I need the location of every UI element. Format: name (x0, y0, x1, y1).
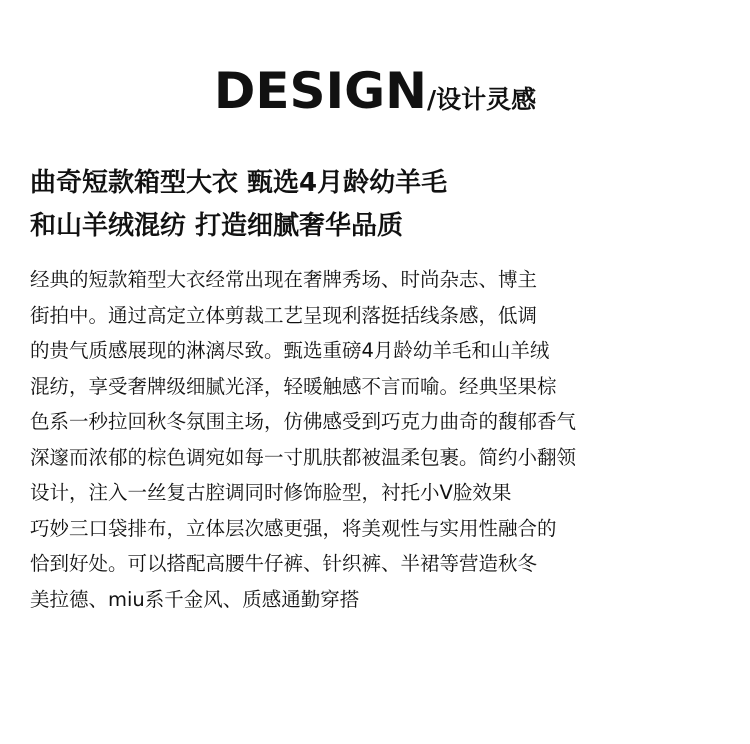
description-line: 的贵气质感展现的淋漓尽致。甄选重磅4月龄幼羊毛和山羊绒 (30, 339, 550, 362)
subtitle-line: 和山羊绒混纺 打造细腻奢华品质 (30, 211, 404, 241)
description-line: 街拍中。通过高定立体剪裁工艺呈现利落挺括线条感，低调 (30, 303, 538, 327)
description-line: 深邃而浓郁的棕色调宛如每一寸肌肤都被温柔包裹。简约小翻领 (30, 445, 577, 469)
design-heading (0, 62, 750, 120)
description-line: 经典的短款箱型大衣经常出现在奢牌秀场、时尚杂志、博主 (30, 268, 538, 291)
description-line: 混纺，享受奢牌级细腻光泽，轻暖触感不言而喻。经典坚果棕 (30, 374, 557, 398)
description-line: 设计，注入一丝复古腔调同时修饰脸型，衬托小V脸效果 (30, 481, 512, 504)
product-subtitle (30, 162, 730, 248)
description-line: 美拉德、miu系千金风、质感通勤穿搭 (30, 587, 360, 611)
description-line: 恰到好处。可以搭配高腰牛仔裤、针织裤、半裙等营造秋冬 (30, 552, 538, 575)
subtitle-line: 曲奇短款箱型大衣 甄选4月龄幼羊毛 (30, 168, 448, 198)
description-line: 巧妙三口袋排布，立体层次感更强，将美观性与实用性融合的 (30, 516, 557, 540)
description-paragraph (30, 262, 730, 617)
design-heading-sub: /设计灵感 (427, 85, 537, 114)
design-heading-main: DESIGN (213, 62, 428, 120)
description-line: 色系一秒拉回秋冬氛围主场，仿佛感受到巧克力曲奇的馥郁香气 (30, 410, 577, 433)
